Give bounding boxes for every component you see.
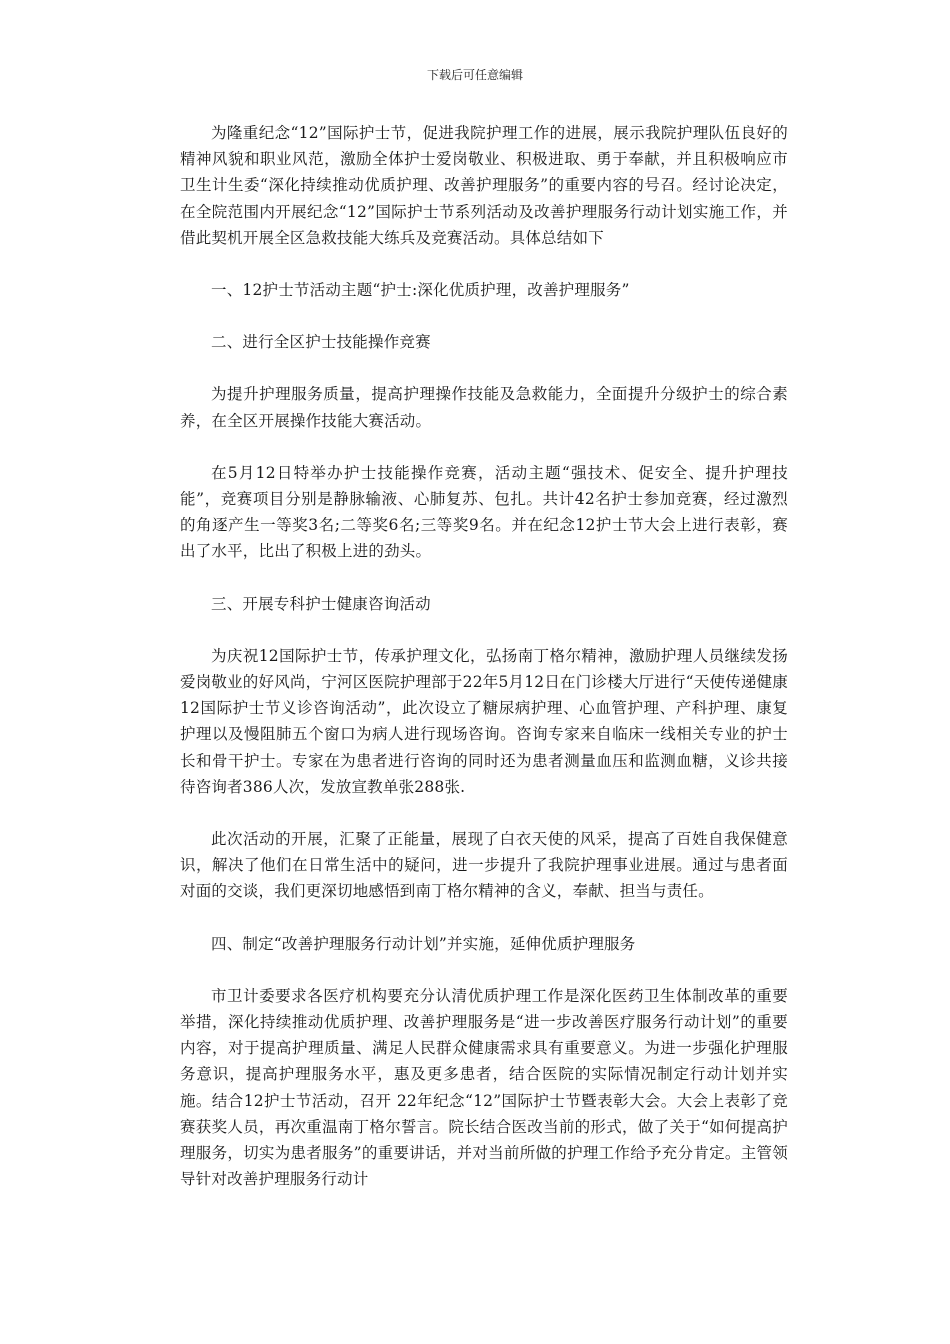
section-heading-4: 四、制定“改善护理服务行动计划”并实施，延伸优质护理服务 (211, 934, 636, 953)
section-2-paragraph-1: 为提升护理服务质量，提高护理操作技能及急救能力，全面提升分级护士的综合素养，在全区开展操作技能大赛活动。 (180, 385, 788, 430)
section-heading-1: 一、12护士节活动主题“护士:深化优质护理，改善护理服务” (211, 281, 630, 300)
section-heading-2: 二、进行全区护士技能操作竞赛 (211, 333, 431, 352)
section-heading-3: 三、开展专科护士健康咨询活动 (211, 594, 431, 613)
section-2-paragraph-2: 在5月12日特举办护士技能操作竞赛，活动主题“强技术、促安全、提升护理技能”，竞赛项目分别是静脉输液、心肺复苏、包扎。共计42名护士参加竞赛，经过激烈的角逐产生一等奖3名;二等奖6名;三等奖9名。并在纪念12护士节大会上进行表彰，赛出了水平，比出了积极上进的劲头。 (180, 463, 788, 561)
section-3-paragraph-1: 为庆祝12国际护士节，传承护理文化，弘扬南丁格尔精神，激励护理人员继续发扬爱岗敬业的好风尚，宁河区医院护理部于22年5月12日在门诊楼大厅进行“天使传递健康12国际护士节义诊咨询活动”，此次设立了糖尿病护理、心血管护理、产科护理、康复护理以及慢阻肺五个窗口为病人进行现场咨询。咨询专家来自临床一线相关专业的护士长和骨干护士。专家在为患者进行咨询的同时还为患者测量血压和监测血糖，义诊共接待咨询者386人次，发放宣教单张288张. (180, 646, 788, 796)
section-3-paragraph-2: 此次活动的开展，汇聚了正能量，展现了白衣天使的风采，提高了百姓自我保健意识，解决了他们在日常生活中的疑问，进一步提升了我院护理事业进展。通过与患者面对面的交谈，我们更深切地感悟到南丁格尔精神的含义，奉献、担当与责任。 (180, 830, 788, 901)
header-note: 下载后可任意编辑 (426, 68, 523, 82)
intro-paragraph: 为隆重纪念“12”国际护士节，促进我院护理工作的进展，展示我院护理队伍良好的精神风貌和职业风范，激励全体护士爱岗敬业、积极进取、勇于奉献，并且积极响应市卫生计生委“深化持续推动优质护理、改善护理服务”的重要内容的号召。经讨论决定，在全院范围内开展纪念“12”国际护士节系列活动及改善护理服务行动计划实施工作，并借此契机开展全区急救技能大练兵及竞赛活动。具体总结如下 (180, 124, 788, 247)
section-4-paragraph-1: 市卫计委要求各医疗机构要充分认清优质护理工作是深化医药卫生体制改革的重要举措，深化持续推动优质护理、改善护理服务是“进一步改善医疗服务行动计划”的重要内容，对于提高护理质量、满足人民群众健康需求具有重要意义。为进一步强化护理服务意识，提高护理服务水平，惠及更多患者，结合医院的实际情况制定行动计划并实施。结合12护士节活动，召开 22年纪念“12”国际护士节暨表彰大会。大会上表彰了竞赛获奖人员，再次重温南丁格尔誓言。院长结合医改当前的形式，做了关于“如何提高护理服务，切实为患者服务”的重要讲话，并对当前所做的护理工作给予充分肯定。主管领导针对改善护理服务行动计 (180, 986, 788, 1189)
document-body (180, 120, 788, 1193)
